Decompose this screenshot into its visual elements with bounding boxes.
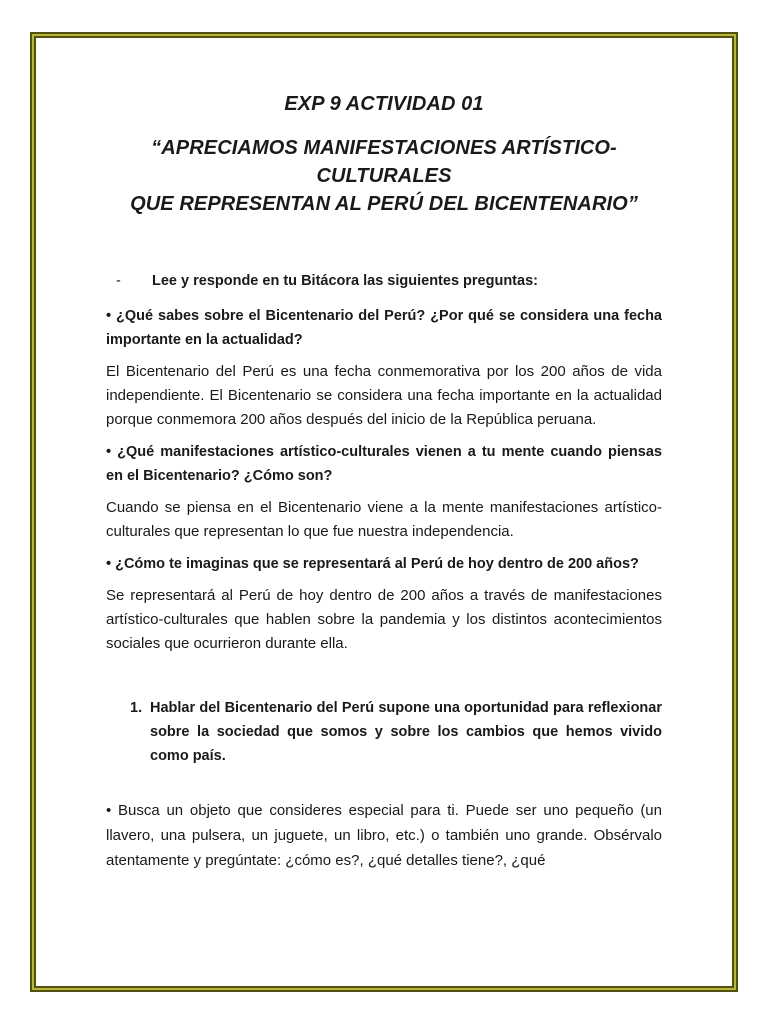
answer-2: Cuando se piensa en el Bicentenario viene a la mente manifestaciones artístico-culturales que representan lo que fue nuestra independencia.: [106, 499, 662, 540]
dash-bullet: -: [116, 273, 121, 289]
instruction: [106, 270, 662, 292]
item-number: 1.: [130, 700, 143, 716]
document-subtitle: [106, 134, 662, 218]
item-text: Hablar del Bicentenario del Perú supone una oportunidad para reflexionar sobre la sociedad que somos y sobre los cambios que hemos vivido como país.: [150, 700, 662, 764]
subtitle-line-2: QUE REPRESENTAN AL PERÚ DEL BICENTENARIO”: [130, 193, 638, 215]
answer-3: Se representará al Perú de hoy dentro de 200 años a través de manifestaciones artístico-culturales que hablen sobre la pandemia y los distintos acontecimientos sociales que ocurrieron durante ella.: [106, 587, 662, 652]
document-title: EXP 9 ACTIVIDAD 01: [284, 93, 484, 115]
subtitle-line-1: “APRECIAMOS MANIFESTACIONES ARTÍSTICO-CULTURALES: [151, 137, 617, 187]
question-2: • ¿Qué manifestaciones artístico-culturales vienen a tu mente cuando piensas en el Bicentenario? ¿Cómo son?: [106, 444, 662, 484]
numbered-item: [106, 696, 662, 768]
question-3: • ¿Cómo te imaginas que se representará al Perú de hoy dentro de 200 años?: [106, 556, 639, 572]
final-paragraph: • Busca un objeto que consideres especial para ti. Puede ser uno pequeño (un llavero, una pulsera, un juguete, un libro, etc.) o también uno grande. Obsérvalo atentamente y pregúntate: ¿cómo es?, ¿qué detalles tiene?, ¿qué: [106, 802, 662, 869]
question-1: • ¿Qué sabes sobre el Bicentenario del Perú? ¿Por qué se considera una fecha importante en la actualidad?: [106, 308, 662, 348]
answer-1: El Bicentenario del Perú es una fecha conmemorativa por los 200 años de vida independiente. El Bicentenario se considera una fecha importante en la actualidad porque conmemora 200 años después del inicio de la República peruana.: [106, 363, 662, 428]
document-content: [106, 90, 662, 873]
instruction-text: Lee y responde en tu Bitácora las siguientes preguntas:: [152, 273, 538, 289]
